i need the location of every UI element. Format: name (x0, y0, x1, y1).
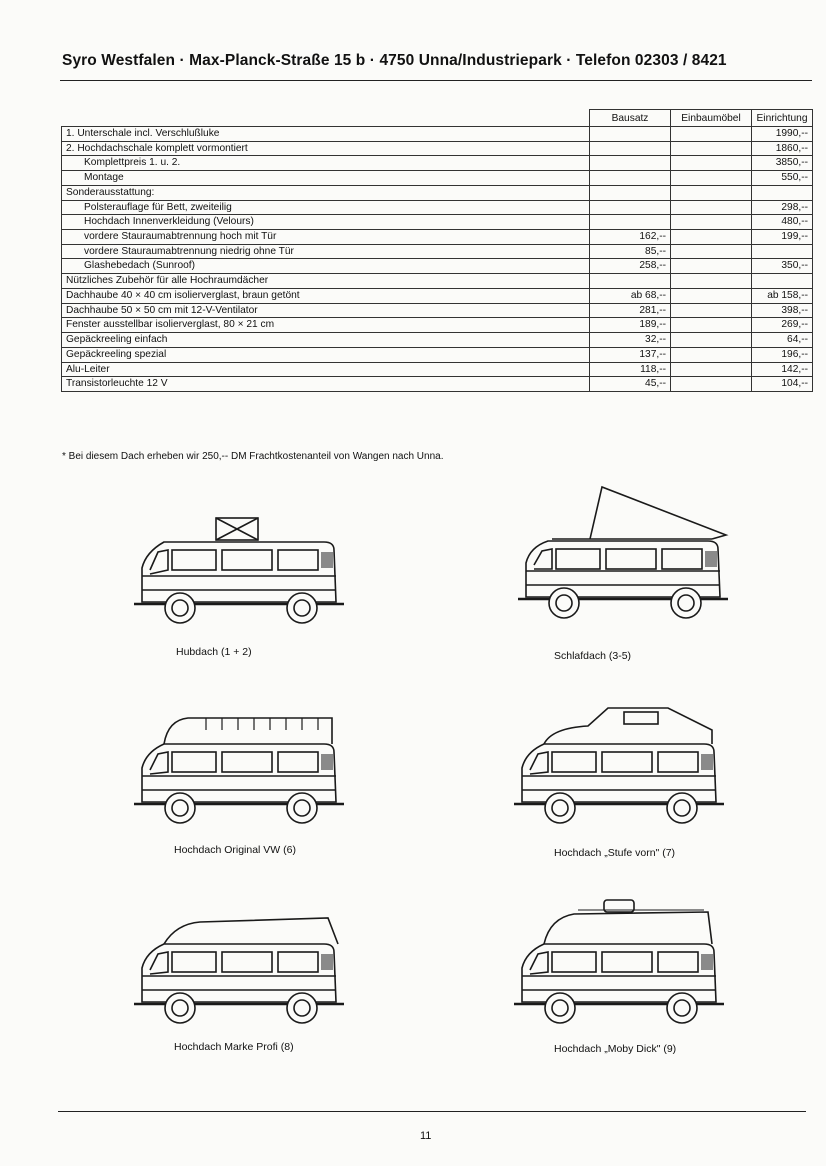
van-window (172, 752, 216, 772)
van-schlafdach-svg (512, 485, 752, 635)
caption-original-vw: Hochdach Original VW (6) (174, 844, 296, 856)
cell-einbaumoebel (671, 127, 752, 142)
cell-einrichtung: 398,-- (752, 303, 813, 318)
row-label: Sonderausstattung: (62, 185, 590, 200)
cell-einbaumoebel (671, 362, 752, 377)
van-wheel (667, 993, 697, 1023)
van-profi-svg (128, 890, 368, 1040)
row-label: Dachhaube 40 × 40 cm isolierverglast, braun getönt (62, 288, 590, 303)
van-window (662, 549, 702, 569)
table-row (62, 377, 813, 392)
caption-hubdach: Hubdach (1 + 2) (176, 646, 252, 658)
table-row (62, 288, 813, 303)
cell-einrichtung: 269,-- (752, 318, 813, 333)
table-row (62, 156, 813, 171)
van-hubdach-svg (128, 490, 368, 640)
footnote: * Bei diesem Dach erheben wir 250,-- DM Frachtkostenanteil von Wangen nach Unna. (62, 451, 444, 462)
column-header-einbaumoebel: Einbaumöbel (671, 110, 752, 127)
van-wheel (545, 993, 575, 1023)
van-window (552, 952, 596, 972)
cell-einbaumoebel (671, 230, 752, 245)
row-label: Nützliches Zubehör für alle Hochraumdächer (62, 274, 590, 289)
row-label: Komplettpreis 1. u. 2. (62, 156, 590, 171)
row-label: vordere Stauraumabtrennung hoch mit Tür (62, 230, 590, 245)
van-wheel (165, 793, 195, 823)
table-body (62, 127, 813, 392)
cell-einrichtung: 1990,-- (752, 127, 813, 142)
cell-bausatz: 118,-- (590, 362, 671, 377)
roof-window (624, 712, 658, 724)
roof-original-vw (164, 718, 332, 744)
cell-bausatz: 189,-- (590, 318, 671, 333)
van-window (658, 752, 698, 772)
cell-einbaumoebel (671, 303, 752, 318)
cell-einrichtung (752, 244, 813, 259)
row-label: Dachhaube 50 × 50 cm mit 12-V-Ventilator (62, 303, 590, 318)
cell-einrichtung (752, 185, 813, 200)
van-window (278, 752, 318, 772)
cell-einbaumoebel (671, 274, 752, 289)
column-header-einrichtung: Einrichtung (752, 110, 813, 127)
cell-einbaumoebel (671, 259, 752, 274)
van-windshield (150, 752, 168, 774)
column-header-bausatz: Bausatz (590, 110, 671, 127)
caption-profi: Hochdach Marke Profi (8) (174, 1041, 294, 1053)
van-window (602, 752, 652, 772)
van-illustration-profi (128, 890, 368, 1040)
cell-bausatz (590, 156, 671, 171)
van-illustration-schlafdach (512, 485, 752, 635)
caption-schlafdach: Schlafdach (3-5) (554, 650, 632, 662)
cell-einrichtung: 199,-- (752, 230, 813, 245)
van-window (606, 549, 656, 569)
row-label: Montage (62, 171, 590, 186)
row-label: Glashebedach (Sunroof) (62, 259, 590, 274)
cell-einbaumoebel (671, 347, 752, 362)
van-wheel (287, 793, 317, 823)
roof-stufe-vorn (544, 708, 712, 744)
cell-bausatz (590, 141, 671, 156)
row-label: Alu-Leiter (62, 362, 590, 377)
cell-bausatz (590, 215, 671, 230)
cell-einbaumoebel (671, 333, 752, 348)
cell-einrichtung: 3850,-- (752, 156, 813, 171)
cell-einrichtung: 64,-- (752, 333, 813, 348)
van-window (278, 952, 318, 972)
van-wheel (667, 793, 697, 823)
row-label: 1. Unterschale incl. Verschlußluke (62, 127, 590, 142)
cell-bausatz: 258,-- (590, 259, 671, 274)
van-windshield (530, 952, 548, 974)
cell-bausatz (590, 274, 671, 289)
cell-bausatz (590, 127, 671, 142)
price-table (61, 109, 813, 392)
empty-header-cell (62, 110, 590, 127)
cell-einrichtung: 1860,-- (752, 141, 813, 156)
van-stufe-vorn-svg (508, 690, 748, 840)
table-row (62, 362, 813, 377)
row-label: 2. Hochdachschale komplett vormontiert (62, 141, 590, 156)
row-label: Gepäckreeling spezial (62, 347, 590, 362)
van-wheel (165, 593, 195, 623)
table-row (62, 141, 813, 156)
van-window (278, 550, 318, 570)
cell-einbaumoebel (671, 200, 752, 215)
roof-profi (164, 918, 338, 944)
van-wheel (549, 588, 579, 618)
cell-einrichtung (752, 274, 813, 289)
van-window (222, 952, 272, 972)
cell-einbaumoebel (671, 244, 752, 259)
cell-einrichtung: 298,-- (752, 200, 813, 215)
footer-rule (58, 1111, 806, 1112)
cell-einrichtung: 550,-- (752, 171, 813, 186)
van-windshield (150, 550, 168, 574)
table-row (62, 259, 813, 274)
row-label: Polsterauflage für Bett, zweiteilig (62, 200, 590, 215)
van-windshield (150, 952, 168, 974)
van-wheel (671, 588, 701, 618)
cell-einbaumoebel (671, 377, 752, 392)
cell-einbaumoebel (671, 141, 752, 156)
caption-stufe-vorn: Hochdach „Stufe vorn" (7) (554, 847, 676, 859)
van-window (172, 550, 216, 570)
cell-bausatz (590, 200, 671, 215)
cell-einbaumoebel (671, 215, 752, 230)
cell-einrichtung: 480,-- (752, 215, 813, 230)
table-row (62, 333, 813, 348)
table-row (62, 244, 813, 259)
cell-einbaumoebel (671, 185, 752, 200)
row-label: Hochdach Innenverkleidung (Velours) (62, 215, 590, 230)
cell-einbaumoebel (671, 171, 752, 186)
van-illustration-moby-dick (508, 890, 748, 1040)
cell-bausatz: 45,-- (590, 377, 671, 392)
van-window (658, 952, 698, 972)
table-row (62, 274, 813, 289)
cell-einrichtung: 350,-- (752, 259, 813, 274)
header-rule (60, 80, 812, 81)
van-window (602, 952, 652, 972)
cell-einrichtung: 104,-- (752, 377, 813, 392)
van-illustration-original-vw (128, 690, 368, 840)
cell-bausatz (590, 171, 671, 186)
cell-bausatz: 281,-- (590, 303, 671, 318)
cell-bausatz: 85,-- (590, 244, 671, 259)
table-row (62, 215, 813, 230)
van-wheel (165, 993, 195, 1023)
page-number: 11 (420, 1130, 432, 1142)
van-wheel (287, 593, 317, 623)
van-wheel (545, 793, 575, 823)
van-window (556, 549, 600, 569)
van-illustration-stufe-vorn (508, 690, 748, 840)
row-label: vordere Stauraumabtrennung niedrig ohne Tür (62, 244, 590, 259)
van-window (222, 550, 272, 570)
van-moby-dick-svg (508, 890, 748, 1040)
cell-einrichtung: ab 158,-- (752, 288, 813, 303)
table-row (62, 185, 813, 200)
van-window (552, 752, 596, 772)
table-row (62, 127, 813, 142)
table-header-row (62, 110, 813, 127)
table-row (62, 347, 813, 362)
cell-bausatz: 162,-- (590, 230, 671, 245)
cell-einbaumoebel (671, 288, 752, 303)
table-row (62, 230, 813, 245)
page-header: Syro Westfalen · Max-Planck-Straße 15 b · 4750 Unna/Industriepark · Telefon 02303 / 8421 (62, 52, 727, 69)
cell-bausatz: 137,-- (590, 347, 671, 362)
van-windshield (530, 752, 548, 774)
cell-einbaumoebel (671, 156, 752, 171)
row-label: Gepäckreeling einfach (62, 333, 590, 348)
cell-einrichtung: 142,-- (752, 362, 813, 377)
cell-bausatz: 32,-- (590, 333, 671, 348)
van-wheel (287, 993, 317, 1023)
van-window (222, 752, 272, 772)
van-windshield (534, 549, 552, 569)
cell-einrichtung: 196,-- (752, 347, 813, 362)
roof-schlafdach-tent (590, 487, 726, 539)
roof-moby-dick (544, 912, 712, 944)
van-illustration-hubdach (128, 490, 368, 640)
van-original-vw-svg (128, 690, 368, 840)
cell-einbaumoebel (671, 318, 752, 333)
row-label: Transistorleuchte 12 V (62, 377, 590, 392)
cell-bausatz (590, 185, 671, 200)
cell-bausatz: ab 68,-- (590, 288, 671, 303)
table-row (62, 171, 813, 186)
van-window (172, 952, 216, 972)
table-row (62, 303, 813, 318)
table-row (62, 318, 813, 333)
table-row (62, 200, 813, 215)
caption-moby-dick: Hochdach „Moby Dick" (9) (554, 1043, 677, 1055)
row-label: Fenster ausstellbar isolierverglast, 80 × 21 cm (62, 318, 590, 333)
